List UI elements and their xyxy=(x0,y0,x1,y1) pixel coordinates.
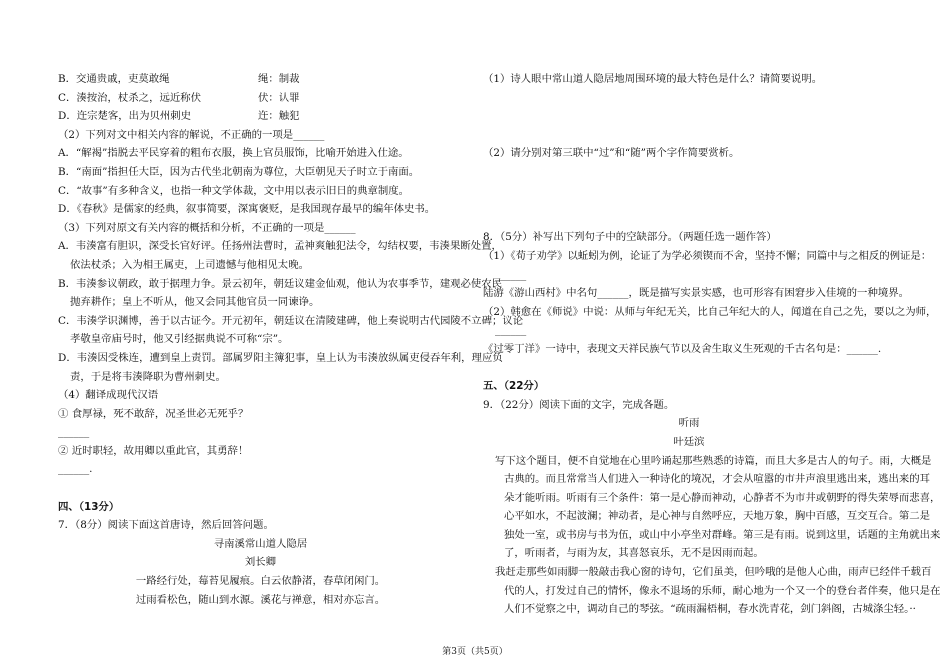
q2-stem: （2）下列对文中相关内容的解说，不正确的一项是______ xyxy=(58,128,325,141)
q8-part2-blank: ______ xyxy=(495,324,527,337)
essay-title: 听雨 xyxy=(678,417,700,430)
q4-answer-blank-1: ______ xyxy=(58,426,90,439)
q4-answer-blank-2: ______. xyxy=(58,463,93,476)
essay-author: 叶廷滨 xyxy=(673,435,705,448)
option-b xyxy=(58,70,463,89)
q7-sub-1: （1）诗人眼中常山道人隐居地周围环境的最大特色是什么？请简要说明。 xyxy=(483,73,823,85)
q3-option-c-line1: C．韦湊学识渊博，善于以古证今。开元初年，朝廷议在清陵建碑，他上奏说明古代园陵不立碑；议论 xyxy=(58,314,524,327)
page-number: 第3页（共5页） xyxy=(442,647,508,657)
q2-option-b: B．“南面”指担任大臣，因为古代坐北朝南为尊位，大臣朝见天子时立于南面。 xyxy=(58,165,420,178)
essay-para2-line1: 我赶走那些如雨脚一般敲击我心窗的诗句，它们虽美，但吟哦的是他人心曲，雨声已经伴千载百 xyxy=(495,566,932,579)
essay-para1-line6: 了，听雨者，与雨为友，其喜怒哀乐，无不是因雨而起。 xyxy=(504,547,764,560)
poem-line-1: 一路经行处，莓苔见履痕。白云依静渚，春草闭闲门。 xyxy=(135,575,386,588)
essay-para2-line3: 人们不觉察之中，调动自己的琴弦。“疏雨漏梧桐，春水洗青花，剑门斜阁，古城涤尘轻。·· xyxy=(504,603,916,616)
q8-part1-continued: 陆游《游山西村》中名句______，既是描写实景实感，也可形容有困窘步入佳境的一种境界。 xyxy=(483,287,910,300)
q3-option-d-line1: D．韦湊因受株连，遭到皇上责罚。部属罗阳主簿犯事，皇上认为韦湊放纵属吏侵吞年利，理应负 xyxy=(58,351,503,364)
q4-sentence-1: ① 食厚禄，死不敢辞，况圣世必无死乎？ xyxy=(58,407,249,420)
option-b-text: B．交通贵戚，吏莫敢绳 xyxy=(58,73,170,85)
q9-stem: 9．（22分）阅读下面的文字，完成各题。 xyxy=(483,398,675,411)
option-b-gloss: 绳：制裁 xyxy=(258,73,300,85)
option-d-text: D．迕宗楚客，出为贝州刺史 xyxy=(58,110,192,123)
q2-option-a: A．“解褐”指脱去平民穿着的粗布衣服，换上官员服饰，比喻开始进入仕途。 xyxy=(58,147,409,160)
q3-option-b-line1: B．韦湊参议朝政，敢于据理力争。景云初年，朝廷议建金仙观，他认为农事季节，建观必使农民 xyxy=(58,277,503,290)
poem-line-2: 过雨看松色，随山到水源。溪花与禅意，相对亦忘言。 xyxy=(135,593,386,606)
essay-para1-line4: 心平如水，不起波澜；神动者，是心神与自然呼应，天地万象，胸中百感，互交互合。第二是 xyxy=(504,510,931,523)
q3-option-a-line1: A．韦湊富有胆识，深受长官好评。任扬州法曹时，孟神爽触犯法令，勾结权要，韦湊果断处置， xyxy=(58,240,502,253)
q7-sub-2: （2）请分别对第三联中“过”和“随”两个字作简要赏析。 xyxy=(483,147,740,160)
q3-option-d-line2: 责，于是将韦湊降职为曹州刺史。 xyxy=(70,370,226,383)
essay-para1-line2: 古典的。而且常常当人们进入一种诗化的境况，才会从喧嚣的市井声浪里逃出来，逃出来的耳 xyxy=(504,473,931,486)
option-c-text: C．湊按治，杖杀之，远近称伏 xyxy=(58,91,202,104)
option-c-gloss: 伏：认罪 xyxy=(258,91,300,104)
q8-part1-blank: ______ xyxy=(495,268,527,281)
poem-title: 寻南溪常山道人隐居 xyxy=(213,537,308,550)
q2-option-d: D．《春秋》是儒家的经典，叙事简要，深寓褒贬，是我国现存最早的编年体史书。 xyxy=(58,203,436,216)
q8-part1: （1）《荀子劝学》以蚯蚓为例，论证了为学必须锲而不舍，坚持不懈；同篇中与之相反的例证是： xyxy=(483,249,932,262)
essay-para1-line5: 独处一室，或书房与书为伍，或山中小亭坐对群峰。第三是有雨。说到这里，话题的主角就出来 xyxy=(504,528,941,541)
q8-stem: 8．（5分）补写出下列句子中的空缺部分。（两题任选一题作答） xyxy=(483,231,777,244)
q3-option-b-line2: 抛弃耕作；皇上不听从，他又会同其他官员一同谏诤。 xyxy=(70,296,320,309)
q4-stem: （4）翻译成现代汉语 xyxy=(58,389,159,402)
q8-part2-continued: 《过零丁洋》一诗中，表现文天祥民族气节以及舍生取义生死观的千古名句是：______. xyxy=(483,342,882,355)
q2-option-c: C．“故事”有多种含义，也指一种文学体裁，文中用以表示旧日的典章制度。 xyxy=(58,184,410,197)
q7-stem: 7．（8分）阅读下面这首唐诗，然后回答问题。 xyxy=(58,519,274,532)
right-column xyxy=(483,70,941,619)
essay-para2-line2: 代的人，打发过自己的情怀，像永不退场的乐师，耐心地为一个又一个的登台者伴奏，他只是在 xyxy=(504,584,941,597)
q3-stem: （3）下列对原文有关内容的概括和分析，不正确的一项是______ xyxy=(58,221,356,234)
essay-para1-line3: 朵才能听雨。听雨有三个条件：第一是心静而神动，心静者不为市井或朝野的得失荣辱而悲喜， xyxy=(504,491,941,504)
q3-option-c-line2: 孝敬皇帝庙号时，他又引经据典说不可称“宗”。 xyxy=(70,333,289,346)
poem-author: 刘长卿 xyxy=(244,556,277,569)
option-d xyxy=(58,107,463,126)
option-c xyxy=(58,89,463,108)
essay-para1-line1: 写下这个题目，便不自觉地在心里吟诵起那些熟悉的诗篇，而且大多是古人的句子。雨，大概是 xyxy=(495,454,932,467)
option-d-gloss: 迕：触犯 xyxy=(258,110,300,123)
section-five-heading: 五、（22分） xyxy=(483,380,545,393)
q3-option-a-line2: 依法杖杀；入为相王属吏，上司遗憾与他相见太晚。 xyxy=(70,258,309,271)
section-four-heading: 四、（13分） xyxy=(58,500,120,513)
q4-sentence-2: ② 近时职轻，故用卿以重此官，其勇辞！ xyxy=(58,444,249,457)
q8-part2: （2）韩愈在《师说》中说：从师与年纪无关，比自己年纪大的人，闻道在自己之先，要以之为师， xyxy=(483,305,937,318)
